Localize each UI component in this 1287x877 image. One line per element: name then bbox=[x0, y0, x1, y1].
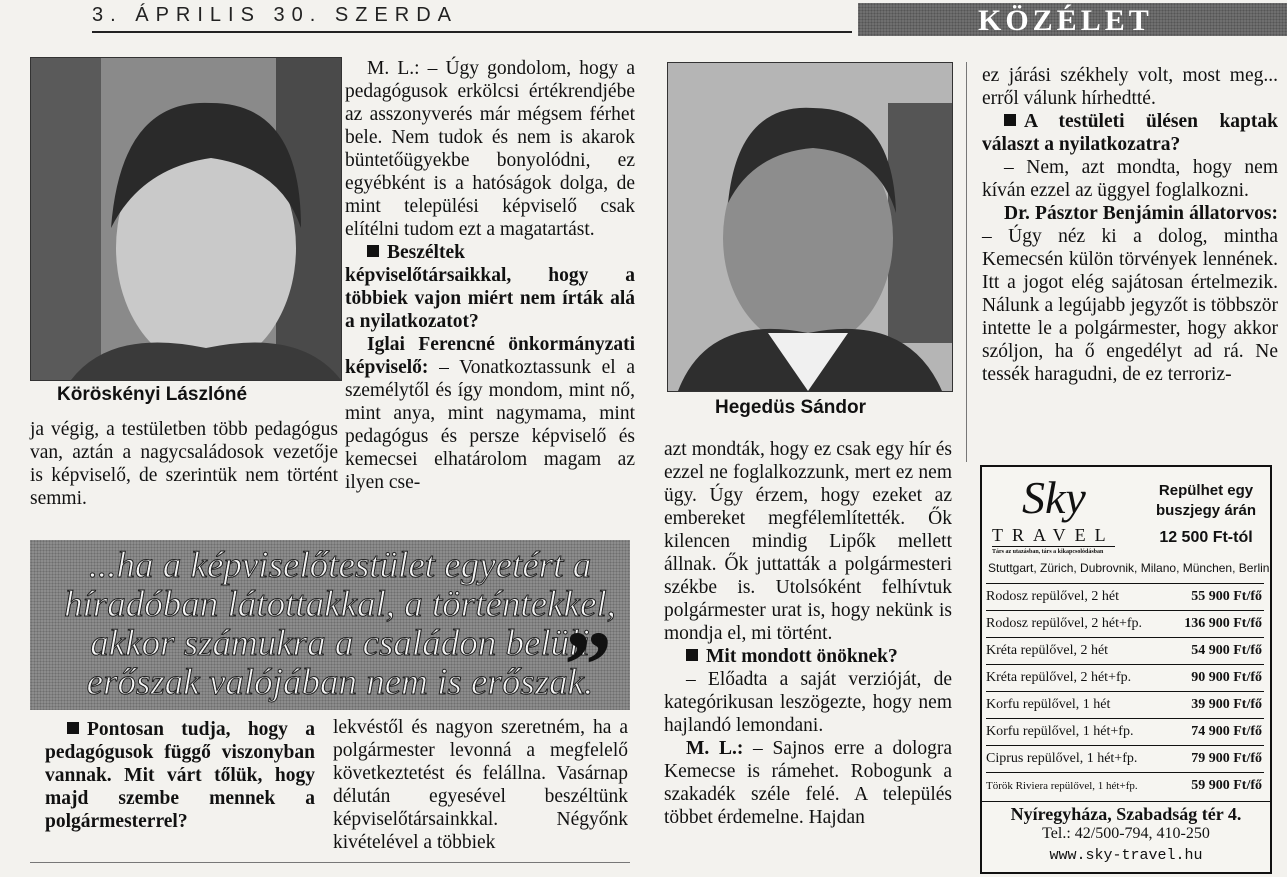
ad-offer-row bbox=[986, 745, 1264, 772]
ad-offer-price: 39 900 Ft/fő bbox=[1191, 697, 1262, 712]
page-header-date: 3. ÁPRILIS 30. SZERDA bbox=[92, 4, 458, 26]
closing-quote-icon: ” bbox=[564, 611, 612, 718]
col4-question-1: A testületi ülésen kaptak választ a nyilatkozatra? bbox=[982, 111, 1278, 155]
section-title: KÖZÉLET bbox=[978, 4, 1153, 37]
ad-offer-price: 79 900 Ft/fő bbox=[1191, 751, 1262, 766]
pull-quote-text: ...ha a képviselőtestület egyetért a híradóban látottakkal, a történtekkel, akkor számukra a családon belüli erőszak valójában nem is erőszak. bbox=[64, 545, 616, 703]
ad-offer-price: 136 900 Ft/fő bbox=[1184, 616, 1262, 631]
ad-logo: Sky bbox=[1022, 472, 1086, 523]
ad-offer-price: 90 900 Ft/fő bbox=[1191, 670, 1262, 685]
col1-text bbox=[30, 418, 338, 510]
ad-offer-price: 55 900 Ft/fő bbox=[1191, 589, 1262, 604]
pull-quote-box bbox=[30, 540, 630, 718]
header-rule bbox=[92, 31, 852, 33]
ad-offer-name: Kréta repülővel, 2 hét+fp. bbox=[986, 670, 1132, 685]
col3-text bbox=[664, 438, 952, 829]
ad-offer-row bbox=[986, 610, 1264, 637]
col2-paragraph-2: Iglai Ferencné önkormányzati képviselő: – Vonatkoztassunk el a személytől és így mondom, mint nő, mint anya, mint nagymama, mint pedagógus és persze képviselő és kemecsei elhatárolom magam az ilyen cse- bbox=[345, 334, 635, 493]
caption-left: Köröskényi Lászlóné bbox=[57, 384, 248, 405]
portrait-left-image bbox=[31, 58, 341, 380]
col1-paragraph: ja végig, a testületben több pedagógus van, aztán a nagycsaládosok vezetője is képviselő, de szerintük nem történt semmi. bbox=[30, 419, 338, 509]
col4-paragraph-1: ez járási székhely volt, most meg... erről válunk hírhedtté. bbox=[982, 65, 1278, 109]
ad-offer-price: 74 900 Ft/fő bbox=[1191, 724, 1262, 739]
col2-paragraph-1: M. L.: – Úgy gondolom, hogy a pedagógusok erkölcsi értékrendjébe az asszonyverés már mégsem férhet bele. Nem tudok és nem is akarok büntetőügyekbe bonyolódni, ez egyébként is a hatóságok dolga, de mint települési képviselő csak elítélni tudom ezt a magatartást. bbox=[345, 58, 635, 240]
ad-offer-name: Kréta repülővel, 2 hét bbox=[986, 643, 1109, 658]
col4-paragraph-3: Dr. Pásztor Benjámin állatorvos: – Úgy néz ki a dolog, mintha Kemecsén külön törvények lennének. Itt a jogot elég sajátosan értelmezik. Nálunk a legújabb jegyzőt is többször intette le a polgármester, hogy akkor szóljon, ha ő engedélyt ad rá. Ne tessék haragudni, de ez terroriz- bbox=[982, 203, 1278, 385]
ad-offer-name: Ciprus repülővel, 1 hét+fp. bbox=[986, 751, 1138, 766]
ad-offer-row bbox=[986, 637, 1264, 664]
col2-text bbox=[345, 57, 635, 494]
bullet-square-icon bbox=[1004, 114, 1016, 126]
col3-paragraph-2: – Előadta a saját verzióját, de kategórikusan leszögezte, hogy nem hajlandó lemondani. bbox=[664, 669, 952, 736]
caption-middle: Hegedüs Sándor bbox=[715, 397, 866, 418]
ad-offer-row bbox=[986, 718, 1264, 745]
col4-text bbox=[982, 64, 1278, 386]
col2-question-1: Beszéltek képviselőtársaikkal, hogy a többiek vajon miért nem írták alá a nyilatkozatot? bbox=[345, 242, 635, 332]
bottom-rule bbox=[30, 862, 630, 863]
bottom-left-question: Pontosan tudja, hogy a pedagógusok függő viszonyban vannak. Mit várt tőlük, hogy majd szembe mennek a polgármesterrel? bbox=[45, 719, 315, 832]
ad-offer-name: Rodosz repülővel, 2 hét bbox=[986, 589, 1119, 604]
ad-offer-row bbox=[986, 664, 1264, 691]
ad-address: Nyíregyháza, Szabadság tér 4. bbox=[982, 801, 1270, 825]
bottom-left-text bbox=[45, 718, 315, 833]
ad-offer-price: 59 900 Ft/fő bbox=[1191, 778, 1262, 793]
bullet-square-icon bbox=[67, 722, 79, 734]
ad-offer-row bbox=[986, 772, 1264, 799]
section-banner bbox=[858, 3, 1287, 36]
ad-tagline: Társ az utazásban, társ a kikapcsolódásban bbox=[992, 549, 1104, 555]
ad-offer-name: Rodosz repülővel, 2 hét+fp. bbox=[986, 616, 1143, 631]
ad-offer-name: Korfu repülővel, 1 hét+fp. bbox=[986, 724, 1134, 739]
ad-phone: Tel.: 42/500-794, 410-250 bbox=[1042, 825, 1210, 842]
sky-travel-ad bbox=[980, 465, 1272, 874]
ad-cities: Stuttgart, Zürich, Dubrovnik, Milano, München, Berlin bbox=[988, 561, 1270, 575]
col4-paragraph-2: – Nem, azt mondta, hogy nem kíván ezzel az üggyel foglalkozni. bbox=[982, 157, 1278, 201]
portrait-photo-left bbox=[30, 57, 342, 381]
ad-travel-word: TRAVEL bbox=[992, 525, 1115, 545]
ad-offer-row bbox=[986, 583, 1264, 610]
bullet-square-icon bbox=[367, 245, 379, 257]
ad-offer-name: Korfu repülővel, 1 hét bbox=[986, 697, 1111, 712]
bottom-middle-text bbox=[333, 716, 628, 854]
portrait-middle-image bbox=[668, 63, 952, 391]
ad-offer-row bbox=[986, 691, 1264, 718]
ad-offer-name: Török Riviera repülővel, 1 hét+fp. bbox=[986, 780, 1138, 792]
col3-question-1: Mit mondott önöknek? bbox=[664, 645, 952, 668]
bullet-square-icon bbox=[686, 649, 698, 661]
bottom-middle-paragraph: lekvéstől és nagyon szeretném, ha a polgármester levonná a megfelelő következtetést és felállna. Vasárnap délután egyesével beszéltünk képviselőtársainkkal. Négyőnk kivételével a többiek bbox=[333, 717, 628, 853]
ad-website: www.sky-travel.hu bbox=[1049, 847, 1203, 864]
ad-offer-price: 54 900 Ft/fő bbox=[1191, 643, 1262, 658]
portrait-photo-middle bbox=[667, 62, 953, 392]
ad-headline: Repülhet egy buszjegy árán bbox=[1155, 482, 1257, 519]
col3-paragraph-3: M. L.: – Sajnos erre a dologra Kemecse is rámehet. Robogunk a szakadék széle felé. A település többet érdemelne. Hajdan bbox=[664, 738, 953, 828]
col3-paragraph-1: azt mondták, hogy ez csak egy hír és ezzel ne foglalkozzunk, mert ez nem ügy. Úgy érzem, hogy ezeket az embereket megfélemlítették. Ők kilencen mindig Lipők mellett állnak. Ők juttatták a polgármesteri székbe is. Utolsóként felhívtuk polgármester urat is, hogy nekünk is mondja el, mi történt. bbox=[664, 439, 952, 644]
column-divider bbox=[966, 62, 967, 462]
ad-price: 12 500 Ft-tól bbox=[1159, 529, 1253, 546]
